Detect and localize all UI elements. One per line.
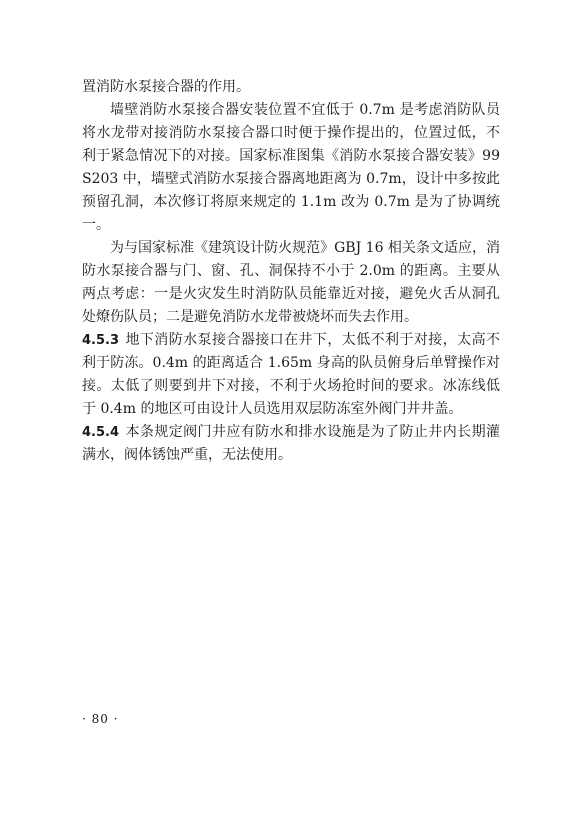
paragraph-opening-distance xyxy=(82,237,500,329)
paragraph-text: 为与国家标准《建筑设计防火规范》GBJ 16 相关条文适应，消防水泵接合器与门、窗、孔、洞保持不小于 2.0m 的距离。主要从两点考虑：一是火灾发生时消防队员能靠近对接，避免火舌从洞孔处燎伤队员；二是避免消防水龙带被烧坏而失去作用。 xyxy=(82,240,500,325)
clause-4-5-4 xyxy=(82,421,500,467)
clause-number: 4.5.4 xyxy=(82,425,120,440)
paragraph-continuation xyxy=(82,76,500,99)
paragraph-text: 墙壁消防水泵接合器安装位置不宜低于 0.7m 是考虑消防队员将水龙带对接消防水泵接合器口时便于操作提出的，位置过低，不利于紧急情况下的对接。国家标准图集《消防水泵接合器安装》99S203 中，墙壁式消防水泵接合器离地距离为 0.7m，设计中多按此预留孔洞，本次修订将原来规定的 1.1m 改为 0.7m 是为了协调统一。 xyxy=(82,102,500,233)
page-number: · 80 · xyxy=(82,712,119,726)
clause-text: 地下消防水泵接合器接口在井下，太低不利于对接，太高不利于防冻。0.4m 的距离适合 1.65m 身高的队员俯身后单臂操作对接。太低了则要到井下对接，不利于火场抢时间的要求。冰冻线低于 0.4m 的地区可由设计人员选用双层防冻室外阀门井井盖。 xyxy=(82,332,500,417)
clause-number: 4.5.3 xyxy=(82,333,120,348)
clause-4-5-3 xyxy=(82,329,500,421)
paragraph-wall-connector-height xyxy=(82,99,500,237)
document-body xyxy=(82,76,500,467)
paragraph-text: 置消防水泵接合器的作用。 xyxy=(82,79,250,95)
clause-text: 本条规定阀门井应有防水和排水设施是为了防止井内长期灌满水，阀体锈蚀严重，无法使用。 xyxy=(82,424,500,463)
